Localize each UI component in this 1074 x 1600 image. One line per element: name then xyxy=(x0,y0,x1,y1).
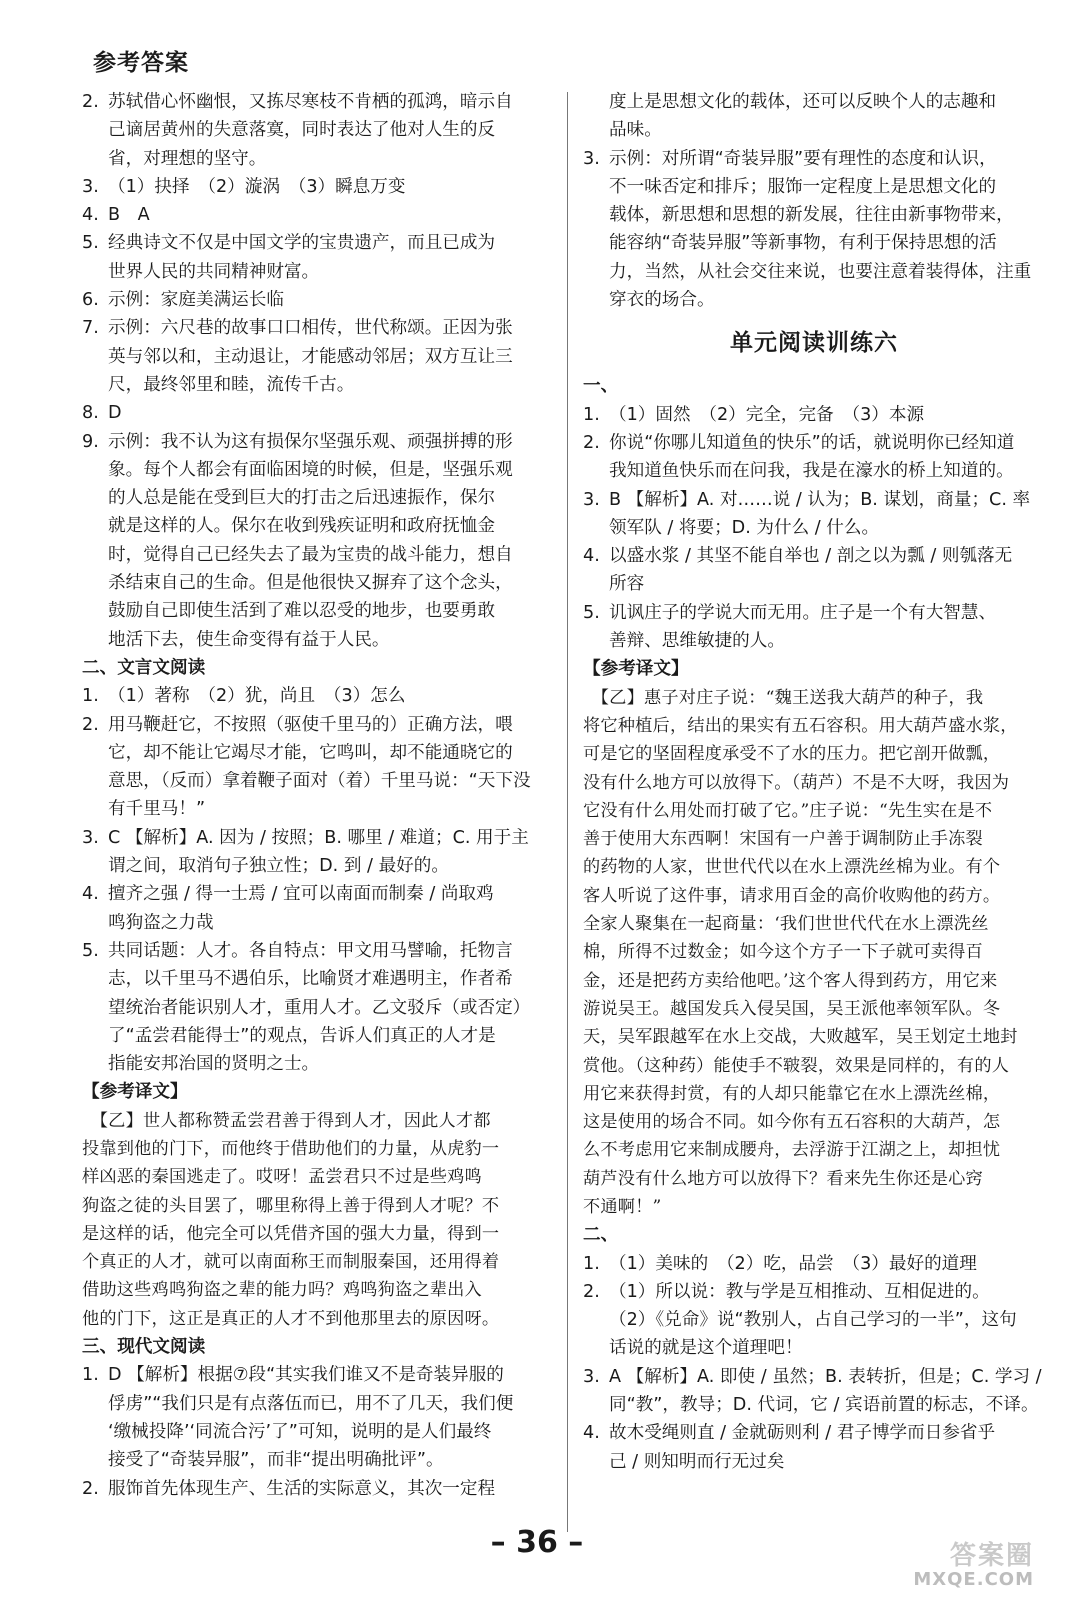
answer-text: C 【解析】A. 因为 / 按照；B. 哪里 / 难道；C. 用于主 谓之间，取消句子独立性；D. 到 / 最好的。 xyxy=(108,827,529,877)
answer-number: 7. xyxy=(82,318,99,339)
watermark-text: 答案圈 xyxy=(949,1541,1034,1571)
answer-number: 1. xyxy=(82,686,99,707)
answer-text: （1）所以说：教与学是互相推动、互相促进的。 xyxy=(609,1281,990,1302)
answer-item xyxy=(82,201,552,229)
section-heading-classical: 二、文言文阅读 xyxy=(82,657,206,678)
answer-number: 4. xyxy=(583,1423,600,1444)
answer-item xyxy=(82,428,552,654)
answer-item xyxy=(82,937,552,1078)
answer-number: 8. xyxy=(82,403,99,424)
answer-text: B A xyxy=(108,205,150,226)
answer-number: 2. xyxy=(82,1478,99,1499)
answer-number: 4. xyxy=(82,884,99,905)
page-title: 参考答案 xyxy=(93,50,189,76)
answer-number: 3. xyxy=(82,176,99,197)
answer-number: 5. xyxy=(82,940,99,961)
reference-translation-text: 【乙】世人都称赞孟尝君善于得到人才，因此人才都 投靠到他的门下，而他终于借助他们的力量，从虎豹一 样凶恶的秦国逃走了。哎呀！孟尝君只不过是些鸡鸣 狗盗之徒的头目罢了，哪里称得上善于得到人才呢？不 是这样的话，他完全可以凭借齐国的强大力量，得到一 个真正的人才，就可以南面称王而制服秦国，还用得着 借助这些鸡鸣狗盗之辈的能力吗？鸡鸣狗盗之辈出入 他的门下，这正是真正的人才不到他那里去的原因呀。 xyxy=(82,1110,500,1329)
section-heading-one: 一、 xyxy=(583,376,619,397)
answer-item xyxy=(82,173,552,201)
answer-text: 示例：对所谓“奇装异服”要有理性的态度和认识， 不一味否定和排斥；服饰一定程度上是思想文化的 载体，新思想和思想的新发展，往往由新事物带来， 能容纳“奇装异服”等新事物，有利于保持思想的活 力，当然，从社会交往来说，也要注意着装得体，注重 穿衣的场合。 xyxy=(609,148,1032,311)
answer-number: 1. xyxy=(583,1253,600,1274)
answer-item xyxy=(82,682,552,710)
answer-number: 2. xyxy=(583,1281,600,1302)
answer-number: 5. xyxy=(82,233,99,254)
answer-item xyxy=(583,1419,1045,1476)
answer-item xyxy=(583,429,1045,486)
reference-translation-label: 【参考译文】 xyxy=(583,659,689,680)
answer-text: 示例：六尺巷的故事口口相传，世代称颂。正因为张 英与邻以和，主动退让，才能感动邻居；双方互让三 尺，最终邻里和睦，流传千古。 xyxy=(108,318,513,395)
answer-item xyxy=(82,286,552,314)
answer-item xyxy=(583,1278,1045,1306)
answer-number: 2. xyxy=(583,432,600,453)
answer-text: A 【解析】A. 即使 / 虽然；B. 表转折，但是；C. 学习 / 同“教”，教导；D. 代词，它 / 宾语前置的标志，不译。 xyxy=(609,1366,1042,1416)
answer-list-unit-one xyxy=(583,401,1045,656)
answer-text: B 【解析】A. 对……说 / 认为；B. 谋划，商量；C. 率 领军队 / 将要；D. 为什么 / 什么。 xyxy=(609,489,1031,538)
answer-item xyxy=(583,145,1045,315)
answer-number: 3. xyxy=(82,827,99,848)
answer-text: （1）固然 （2）完全，完备 （3）本源 xyxy=(609,404,925,425)
answer-item xyxy=(583,401,1045,429)
answer-list-modern xyxy=(82,1361,552,1502)
left-column xyxy=(82,88,552,1503)
answer-text: 用马鞭赶它，不按照（驱使千里马的）正确方法，喂 它，却不能让它竭尽才能，它鸣叫，却不能通晓它的 意思，（反而）拿着鞭子面对（着）千里马说：“天下没 有千里马！” xyxy=(108,714,531,820)
answer-list-top xyxy=(82,88,552,654)
answer-text: 示例：我不认为这有损保尔坚强乐观、顽强拼搏的形 象。每个人都会有面临困境的时候，但是，坚强乐观 的人总是能在受到巨大的打击之后迅速振作，保尔 就是这样的人。保尔在收到残疾证明和政府抚恤金 时，觉得自己已经失去了最为宝贵的战斗能力，想自 杀结束自己的生命。但是他很快又摒弃了这个念头， 鼓励自己即使生活到了难以忍受的地步，也要勇敢 地活下去，使生命变得有益于人民。 xyxy=(108,431,513,650)
answer-number: 1. xyxy=(583,404,600,425)
answer-number: 6. xyxy=(82,290,99,311)
unit-title: 单元阅读训练六 xyxy=(730,330,898,357)
answer-number: 3. xyxy=(583,489,600,510)
answer-item xyxy=(583,486,1045,543)
answer-item xyxy=(82,824,552,881)
answer-text: D xyxy=(108,403,122,424)
watermark-url: MXQE.COM xyxy=(913,1569,1034,1590)
section-heading-two: 二、 xyxy=(583,1225,619,1246)
answer-text: 示例：家庭美满运长临 xyxy=(108,290,284,311)
answer-subitem: （2）《兑命》说“教别人，占自己学习的一半”，这句 话说的就是这个道理吧！ xyxy=(609,1310,1017,1359)
answer-text: （1）美味的 （2）吃，品尝 （3）最好的道理 xyxy=(609,1253,977,1274)
watermark-logo xyxy=(894,1535,1044,1593)
answer-text: 以盛水浆 / 其坚不能自举也 / 剖之以为瓢 / 则瓠落无 所容 xyxy=(609,546,1013,595)
answer-list-unit-two-cont xyxy=(583,1363,1045,1476)
answer-list-classical xyxy=(82,682,552,1078)
answer-item xyxy=(583,542,1045,599)
answer-text: 服饰首先体现生产、生活的实际意义，其次一定程 xyxy=(108,1478,496,1499)
answer-item xyxy=(82,229,552,286)
answer-number: 9. xyxy=(82,431,99,452)
right-column xyxy=(583,88,1045,1476)
answer-item xyxy=(82,1475,552,1503)
answer-item xyxy=(583,1250,1045,1278)
answer-number: 5. xyxy=(583,602,600,623)
answer-item xyxy=(82,399,552,427)
answer-text: 擅齐之强 / 得一士焉 / 宜可以南面而制秦 / 尚取鸡 鸣狗盗之力哉 xyxy=(108,884,494,933)
answer-number: 2. xyxy=(82,92,99,112)
reference-translation-label: 【参考译文】 xyxy=(82,1082,188,1103)
answer-item xyxy=(583,599,1045,656)
answer-text: 共同话题：人才。各自特点：甲文用马譬喻，托物言 志，以千里马不遇伯乐，比喻贤才难遇明主，作者希 望统治者能识别人才，重用人才。乙文驳斥（或否定） 了“孟尝君能得士”的观点，告诉人们真正的人才是 指能安邦治国的贤明之士。 xyxy=(108,940,531,1075)
answer-text: （1）抉择 （2）漩涡 （3）瞬息万变 xyxy=(108,176,406,197)
continued-answer: 度上是思想文化的载体，还可以反映个人的志趣和 品味。 xyxy=(609,92,997,141)
answer-text: 你说“你哪儿知道鱼的快乐”的话，就说明你已经知道 我知道鱼快乐而在问我，我是在濠水的桥上知道的。 xyxy=(609,432,1015,482)
answer-text: （1）著称 （2）犹，尚且 （3）怎么 xyxy=(108,686,406,707)
reference-translation-text: 【乙】惠子对庄子说：“魏王送我大葫芦的种子，我 将它种植后，结出的果实有五石容积。用大葫芦盛水浆， 可是它的坚固程度承受不了水的压力。把它剖开做瓢， 没有什么地方可以放得下。（葫芦）不是不大呀，我因为 它没有什么用处而打破了它。”庄子说：“先生实在是不 善于使用大东西啊！宋国有一户善于调制防止手冻裂 的药物的人家，世世代代以在水上漂洗丝棉为业。有个 客人听说了这件事，请求用百金的高价收购他的药方。 全家人聚集在一起商量：‘我们世世代代在水上漂洗丝 棉，所得不过数金；如今这个方子一下子就可卖得百 金，还是把药方卖给他吧。’这个客人得到药方，用它来 游说吴王。越国发兵入侵吴国，吴王派他率领军队。冬 天，吴军跟越军在水上交战，大败越军，吴王划定土地封 赏他。（这种药）能使手不皲裂，效果是同样的，有的人 用它来获得封赏，有的人却只能靠它在水上漂洗丝棉， 这是使用的场合不同。如今你有五石容积的大葫芦，怎 么不考虑用它来制成腰舟，去浮游于江湖之上，却担忧 葫芦没有什么地方可以放得下？看来先生你还是心窍 不通啊！” xyxy=(583,687,1018,1217)
answer-item xyxy=(82,88,552,173)
answer-number: 3. xyxy=(583,1366,600,1387)
section-heading-modern: 三、现代文阅读 xyxy=(82,1337,206,1358)
answer-item xyxy=(583,1363,1045,1420)
page-number: – 36 – xyxy=(490,1525,584,1560)
column-divider xyxy=(567,92,568,1532)
answer-text: 苏轼借心怀幽恨，又拣尽寒枝不肯栖的孤鸿，暗示自 己谪居黄州的失意落寞，同时表达了他对人生的反 省，对理想的坚守。 xyxy=(108,92,513,169)
answer-number: 2. xyxy=(82,714,99,735)
answer-text: 经典诗文不仅是中国文学的宝贵遗产，而且已成为 世界人民的共同精神财富。 xyxy=(108,233,496,282)
answer-number: 4. xyxy=(82,205,99,226)
answer-item xyxy=(82,1361,552,1474)
answer-number: 1. xyxy=(82,1365,99,1386)
answer-text: 讥讽庄子的学说大而无用。庄子是一个有大智慧、 善辩、思维敏捷的人。 xyxy=(609,602,997,652)
answer-item xyxy=(82,880,552,937)
answer-text: D 【解析】根据⑦段“其实我们谁又不是奇装异服的 俘虏”“我们只是有点落伍而已，用不了几天，我们便 ‘缴械投降’‘同流合污’了”可知，说明的是人们最终 接受了“奇装异服”，而非“提出明确批评”。 xyxy=(108,1365,514,1471)
answer-list-unit-two xyxy=(583,1250,1045,1307)
answer-item xyxy=(82,314,552,399)
answer-number: 3. xyxy=(583,148,600,169)
answer-number: 4. xyxy=(583,546,600,567)
answer-text: 故木受绳则直 / 金就砺则利 / 君子博学而日参省乎 己 / 则知明而行无过矣 xyxy=(609,1423,996,1472)
answer-item xyxy=(82,711,552,824)
